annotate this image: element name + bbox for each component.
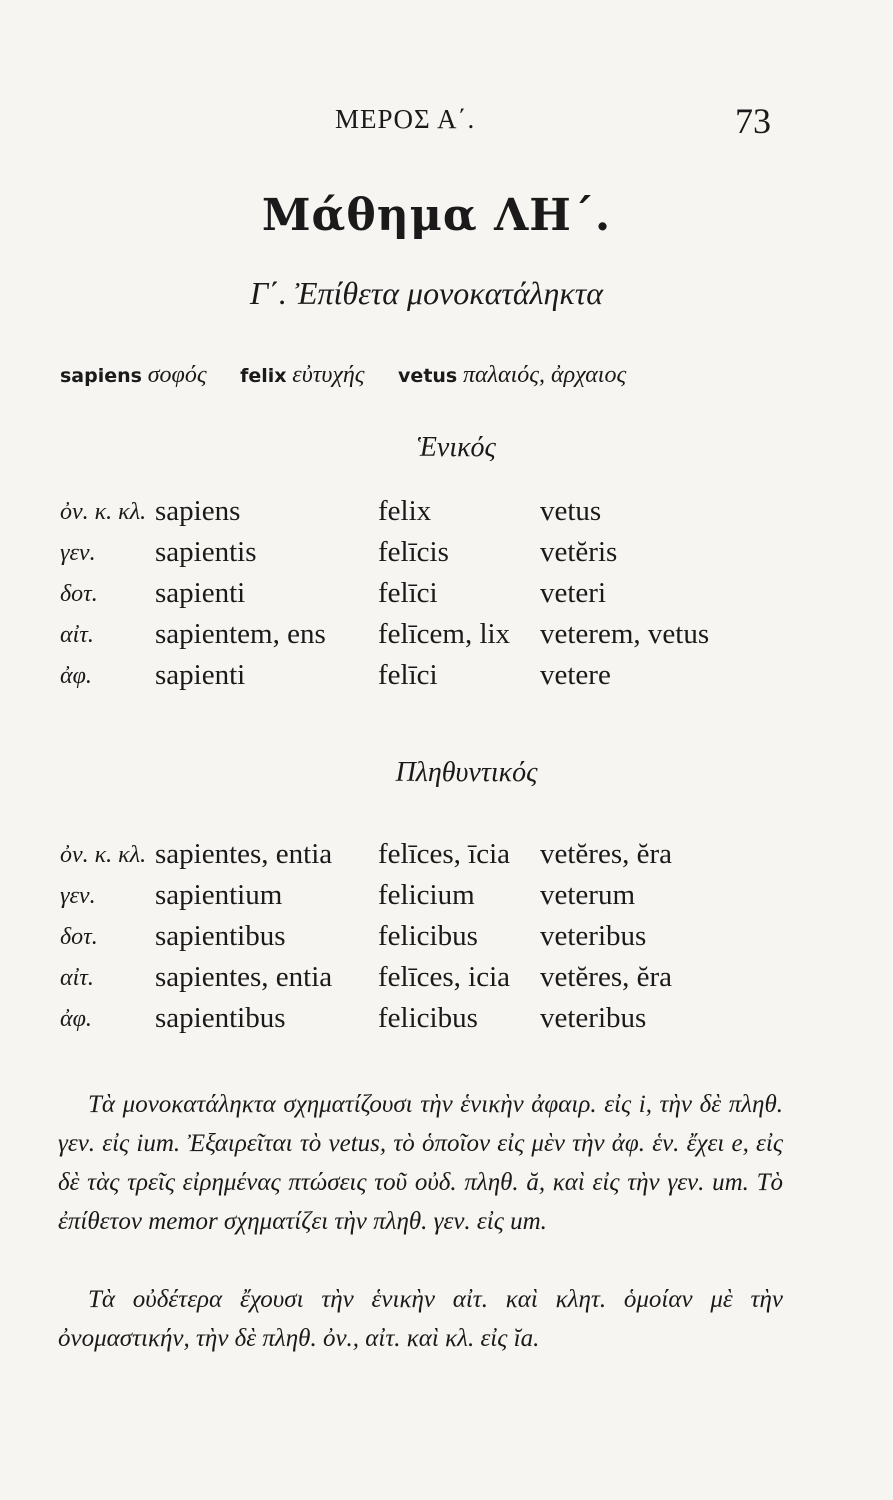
running-head: ΜΕΡΟΣ Α΄. — [335, 104, 476, 134]
case-label: ἀφ. — [60, 663, 92, 689]
form-sapiens: sapienti — [155, 659, 246, 691]
form-felix: felīces, īcia — [378, 838, 511, 870]
form-vetus: vetus — [540, 495, 602, 527]
rule-paragraph: Τὰ μονοκατάληκτα σχηματίζουσι τὴν ἑνικὴν ἀφαιρ. εἰς i, τὴν δὲ πληθ. γεν. εἰς ium. Ἐξαιρεῖται τὸ vetus, τὸ ὁποῖον εἰς μὲν τὴν ἀφ. ἑν. ἔχει e, εἰς δὲ τὰς τρεῖς εἰρημένας πτώσεις τοῦ οὐδ. πληθ. ă, καὶ εἰς τὴν γεν. um. Τὸ ἐπίθετον memor σχηματίζει τὴν πληθ. γεν. εἰς um. — [58, 1091, 783, 1235]
vocab-greek: παλαιός, ἀρχαιος — [463, 362, 627, 388]
case-label: ἀφ. — [60, 1006, 92, 1032]
form-vetus: vetĕris — [540, 536, 618, 568]
table-row — [60, 536, 840, 577]
form-vetus: veteribus — [540, 920, 647, 952]
form-sapiens: sapientes, entia — [155, 838, 333, 870]
plural-heading: Πληθυντικός — [395, 757, 538, 788]
form-sapiens: sapiens — [155, 495, 241, 527]
plural-paradigm-table — [60, 838, 840, 1043]
lesson-title: Μάθημα ΛΗ΄. — [261, 190, 612, 241]
form-felix: felīces, icia — [378, 961, 511, 993]
form-felix: felīci — [378, 577, 438, 609]
table-row — [60, 495, 840, 536]
table-row — [60, 659, 840, 700]
form-felix: felīci — [378, 659, 438, 691]
case-label: γεν. — [60, 883, 96, 909]
case-label: αἰτ. — [60, 965, 94, 991]
vocab-latin: felix — [240, 365, 287, 387]
table-row — [60, 920, 840, 961]
vocab-greek: εὐτυχής — [292, 362, 365, 388]
singular-paradigm-table — [60, 495, 840, 700]
form-sapiens: sapientibus — [155, 920, 286, 952]
vocab-latin: sapiens — [60, 365, 142, 387]
form-vetus: veteri — [540, 577, 607, 609]
form-sapiens: sapientium — [155, 879, 283, 911]
page-header — [0, 100, 893, 140]
form-felix: felicibus — [378, 1002, 478, 1034]
case-label: δοτ. — [60, 924, 98, 950]
form-vetus: vetĕres, ĕra — [540, 838, 673, 870]
case-label: ὀν. κ. κλ. — [60, 842, 147, 868]
form-vetus: veterum — [540, 879, 636, 911]
vocab-latin: vetus — [398, 365, 458, 387]
form-felix: felīcem, lix — [378, 618, 511, 650]
form-felix: felicium — [378, 879, 475, 911]
form-vetus: vetĕres, ĕra — [540, 961, 673, 993]
table-row — [60, 1002, 840, 1043]
vocabulary-line — [60, 362, 840, 389]
form-felix: felicibus — [378, 920, 478, 952]
table-row — [60, 961, 840, 1002]
form-sapiens: sapientibus — [155, 1002, 286, 1034]
section-title: Γ΄. Ἐπίθετα μονοκατάληκτα — [249, 275, 604, 311]
form-vetus: vetere — [540, 659, 611, 691]
form-felix: felīcis — [378, 536, 449, 568]
table-row — [60, 838, 840, 879]
table-row — [60, 577, 840, 618]
form-felix: felix — [378, 495, 432, 527]
form-sapiens: sapientem, ens — [155, 618, 326, 650]
case-label: γεν. — [60, 540, 96, 566]
page-number: 73 — [735, 101, 771, 141]
case-label: αἰτ. — [60, 622, 94, 648]
form-sapiens: sapientis — [155, 536, 257, 568]
case-label: ὀν. κ. κλ. — [60, 499, 147, 525]
form-sapiens: sapienti — [155, 577, 246, 609]
form-vetus: veterem, vetus — [540, 618, 710, 650]
vocab-greek: σοφός — [147, 362, 207, 388]
form-vetus: veteribus — [540, 1002, 647, 1034]
table-row — [60, 618, 840, 659]
table-row — [60, 879, 840, 920]
case-label: δοτ. — [60, 581, 98, 607]
form-sapiens: sapientes, entia — [155, 961, 333, 993]
neuter-rule-paragraph: Τὰ οὐδέτερα ἔχουσι τὴν ἑνικὴν αἰτ. καὶ κλητ. ὁμοίαν μὲ τὴν ὀνομαστικήν, τὴν δὲ πληθ. ὀν., αἰτ. καὶ κλ. εἰς ĭa. — [58, 1286, 783, 1352]
singular-heading: Ἑνικός — [417, 432, 496, 463]
